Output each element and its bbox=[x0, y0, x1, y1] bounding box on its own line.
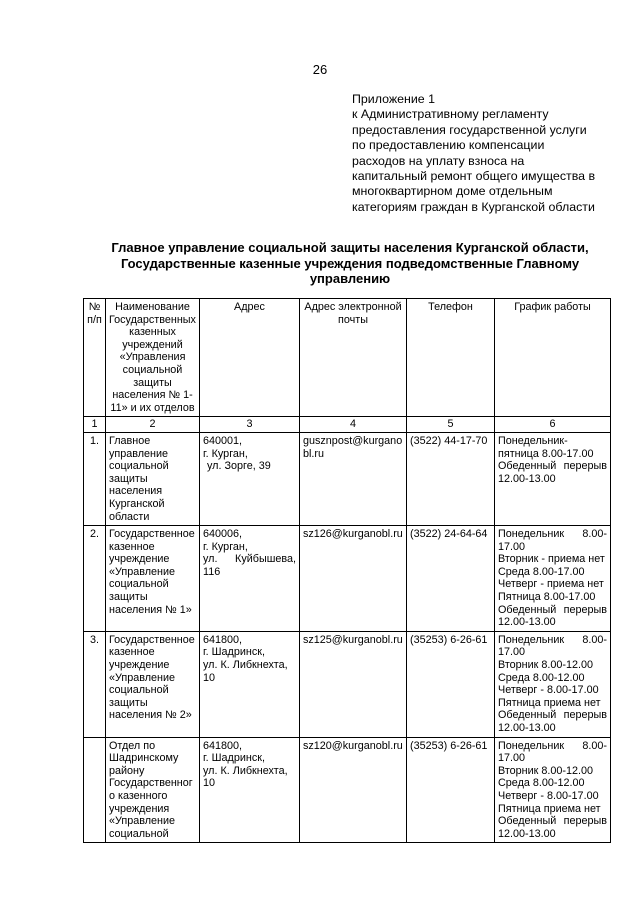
phone-cell: (35253) 6-26-61 bbox=[407, 631, 495, 737]
header-num: № п/п bbox=[84, 299, 106, 417]
table-row bbox=[84, 737, 611, 843]
row-number bbox=[84, 737, 106, 843]
schedule-line: Вторник 8.00-12.00 bbox=[498, 764, 594, 777]
address-line bbox=[203, 553, 296, 566]
schedule-word: Обеденный bbox=[498, 603, 557, 616]
schedule-cell bbox=[495, 526, 611, 632]
schedule-word: перерыв bbox=[563, 460, 607, 473]
schedule-line: Вторник 8.00-12.00 bbox=[498, 659, 594, 672]
schedule-line: Понедельник- bbox=[498, 434, 568, 447]
schedule-word: 8.00- bbox=[582, 633, 607, 646]
phone-cell: (3522) 24-64-64 bbox=[407, 526, 495, 632]
page-number: 26 bbox=[312, 62, 328, 77]
schedule-line bbox=[498, 604, 607, 617]
address-line: ул. К. Либкнехта, bbox=[203, 659, 288, 672]
document-heading bbox=[90, 240, 610, 287]
appendix-note bbox=[352, 92, 622, 215]
table-row bbox=[84, 432, 611, 525]
heading-line: Государственные казенные учреждения подведомственные Главному bbox=[120, 255, 580, 271]
schedule-line: 17.00 bbox=[498, 752, 526, 765]
email-cell: sz125@kurganobl.ru bbox=[300, 631, 407, 737]
schedule-word: Понедельник bbox=[498, 633, 565, 646]
email-cell: sz126@kurganobl.ru bbox=[300, 526, 407, 632]
email-cell: gusznpost@kurganobl.ru bbox=[300, 432, 407, 525]
column-number: 1 bbox=[84, 417, 106, 433]
table-header-row bbox=[84, 299, 611, 417]
schedule-line bbox=[498, 815, 607, 828]
header-name: Наименование Государственных казенных учреждений «Управления социальной защиты населения № 1-11» и их отделов bbox=[106, 299, 200, 417]
schedule-line: 12.00-13.00 bbox=[498, 616, 556, 629]
appendix-line: Приложение 1 bbox=[352, 92, 436, 106]
address-line: г. Курган, bbox=[203, 540, 248, 553]
address-line: 640001, bbox=[203, 434, 243, 447]
schedule-line: Четверг - 8.00-17.00 bbox=[498, 684, 599, 697]
address-line: 640006, bbox=[203, 528, 243, 541]
schedule-word: Понедельник bbox=[498, 739, 565, 752]
schedule-line bbox=[498, 709, 607, 722]
header-email: Адрес электронной почты bbox=[300, 299, 407, 417]
header-address: Адрес bbox=[200, 299, 300, 417]
appendix-line: категориям граждан в Курганской области bbox=[352, 199, 595, 214]
address-line: ул. К. Либкнехта, bbox=[203, 764, 288, 777]
schedule-line bbox=[498, 634, 607, 647]
address-line: 10 bbox=[203, 671, 216, 684]
header-phone: Телефон bbox=[407, 299, 495, 417]
schedule-word: перерыв bbox=[563, 709, 607, 722]
institution-name: Отдел по Шадринскому району Государственного казенного учреждения «Управление социальной bbox=[106, 737, 200, 843]
appendix-line: по предоставлению компенсации bbox=[352, 138, 545, 153]
column-number: 4 bbox=[300, 417, 407, 433]
address-line: г. Шадринск, bbox=[203, 752, 265, 765]
institution-name: Государственное казенное учреждение «Управление социальной защиты населения № 1» bbox=[106, 526, 200, 632]
appendix-line: расходов на уплату взноса на bbox=[352, 153, 525, 168]
schedule-line bbox=[498, 460, 607, 473]
schedule-cell bbox=[495, 737, 611, 843]
phone-cell: (3522) 44-17-70 bbox=[407, 432, 495, 525]
address-line: г. Шадринск, bbox=[203, 646, 265, 659]
schedule-line: 12.00-13.00 bbox=[498, 827, 556, 840]
schedule-word: перерыв bbox=[563, 603, 607, 616]
address-line: г. Курган, bbox=[203, 447, 248, 460]
row-number: 3. bbox=[84, 631, 106, 737]
appendix-line: многоквартирном доме отдельным bbox=[352, 184, 553, 199]
schedule-cell bbox=[495, 432, 611, 525]
schedule-line: пятница 8.00-17.00 bbox=[498, 447, 594, 460]
schedule-line: 17.00 bbox=[498, 540, 526, 553]
column-number: 6 bbox=[495, 417, 611, 433]
phone-cell: (35253) 6-26-61 bbox=[407, 737, 495, 843]
schedule-line: Пятница приема нет bbox=[498, 802, 601, 815]
column-number: 5 bbox=[407, 417, 495, 433]
institution-name: Главное управление социальной защиты населения Курганской области bbox=[106, 432, 200, 525]
email-cell: sz120@kurganobl.ru bbox=[300, 737, 407, 843]
appendix-line: к Административному регламенту bbox=[352, 107, 549, 122]
schedule-line: Среда 8.00-17.00 bbox=[498, 565, 585, 578]
schedule-line: Среда 8.00-12.00 bbox=[498, 671, 585, 684]
address-word: ул. bbox=[203, 553, 218, 566]
schedule-word: Обеденный bbox=[498, 460, 557, 473]
schedule-line: Пятница 8.00-17.00 bbox=[498, 591, 596, 604]
address-line: 641800, bbox=[203, 633, 243, 646]
row-number: 1. bbox=[84, 432, 106, 525]
institutions-table bbox=[83, 298, 611, 843]
schedule-line bbox=[498, 528, 607, 541]
address-cell bbox=[200, 526, 300, 632]
address-word: Куйбышева, bbox=[235, 553, 296, 566]
address-line: 10 bbox=[203, 777, 216, 790]
table-row bbox=[84, 526, 611, 632]
schedule-word: Понедельник bbox=[498, 528, 565, 541]
schedule-cell bbox=[495, 631, 611, 737]
schedule-line: 12.00-13.00 bbox=[498, 472, 556, 485]
schedule-word: 8.00- bbox=[582, 739, 607, 752]
header-schedule: График работы bbox=[495, 299, 611, 417]
institution-name: Государственное казенное учреждение «Управление социальной защиты населения № 2» bbox=[106, 631, 200, 737]
address-line: 641800, bbox=[203, 739, 243, 752]
schedule-line: 17.00 bbox=[498, 646, 526, 659]
schedule-line: 12.00-13.00 bbox=[498, 722, 556, 734]
address-line: ул. Зорге, 39 bbox=[207, 460, 271, 473]
schedule-line: Пятница приема нет bbox=[498, 696, 601, 709]
schedule-word: 8.00- bbox=[582, 528, 607, 541]
table-row bbox=[84, 631, 611, 737]
column-number-row bbox=[84, 417, 611, 433]
schedule-word: перерыв bbox=[563, 815, 607, 828]
address-cell bbox=[200, 432, 300, 525]
column-number: 3 bbox=[200, 417, 300, 433]
address-cell bbox=[200, 631, 300, 737]
column-number: 2 bbox=[106, 417, 200, 433]
schedule-word: Обеденный bbox=[498, 709, 557, 722]
appendix-line: капитальный ремонт общего имущества в bbox=[352, 169, 596, 184]
address-line: 116 bbox=[203, 565, 221, 578]
heading-line: управлению bbox=[309, 271, 391, 287]
row-number: 2. bbox=[84, 526, 106, 632]
schedule-word: Обеденный bbox=[498, 815, 557, 828]
schedule-line: Четверг - приема нет bbox=[498, 578, 604, 591]
schedule-line: Четверг - 8.00-17.00 bbox=[498, 789, 599, 802]
schedule-line bbox=[498, 740, 607, 753]
schedule-line: Среда 8.00-12.00 bbox=[498, 777, 585, 790]
address-cell bbox=[200, 737, 300, 843]
schedule-line: Вторник - приема нет bbox=[498, 553, 605, 566]
heading-line: Главное управление социальной защиты населения Курганской области, bbox=[111, 240, 589, 255]
appendix-line: предоставления государственной услуги bbox=[352, 122, 587, 137]
